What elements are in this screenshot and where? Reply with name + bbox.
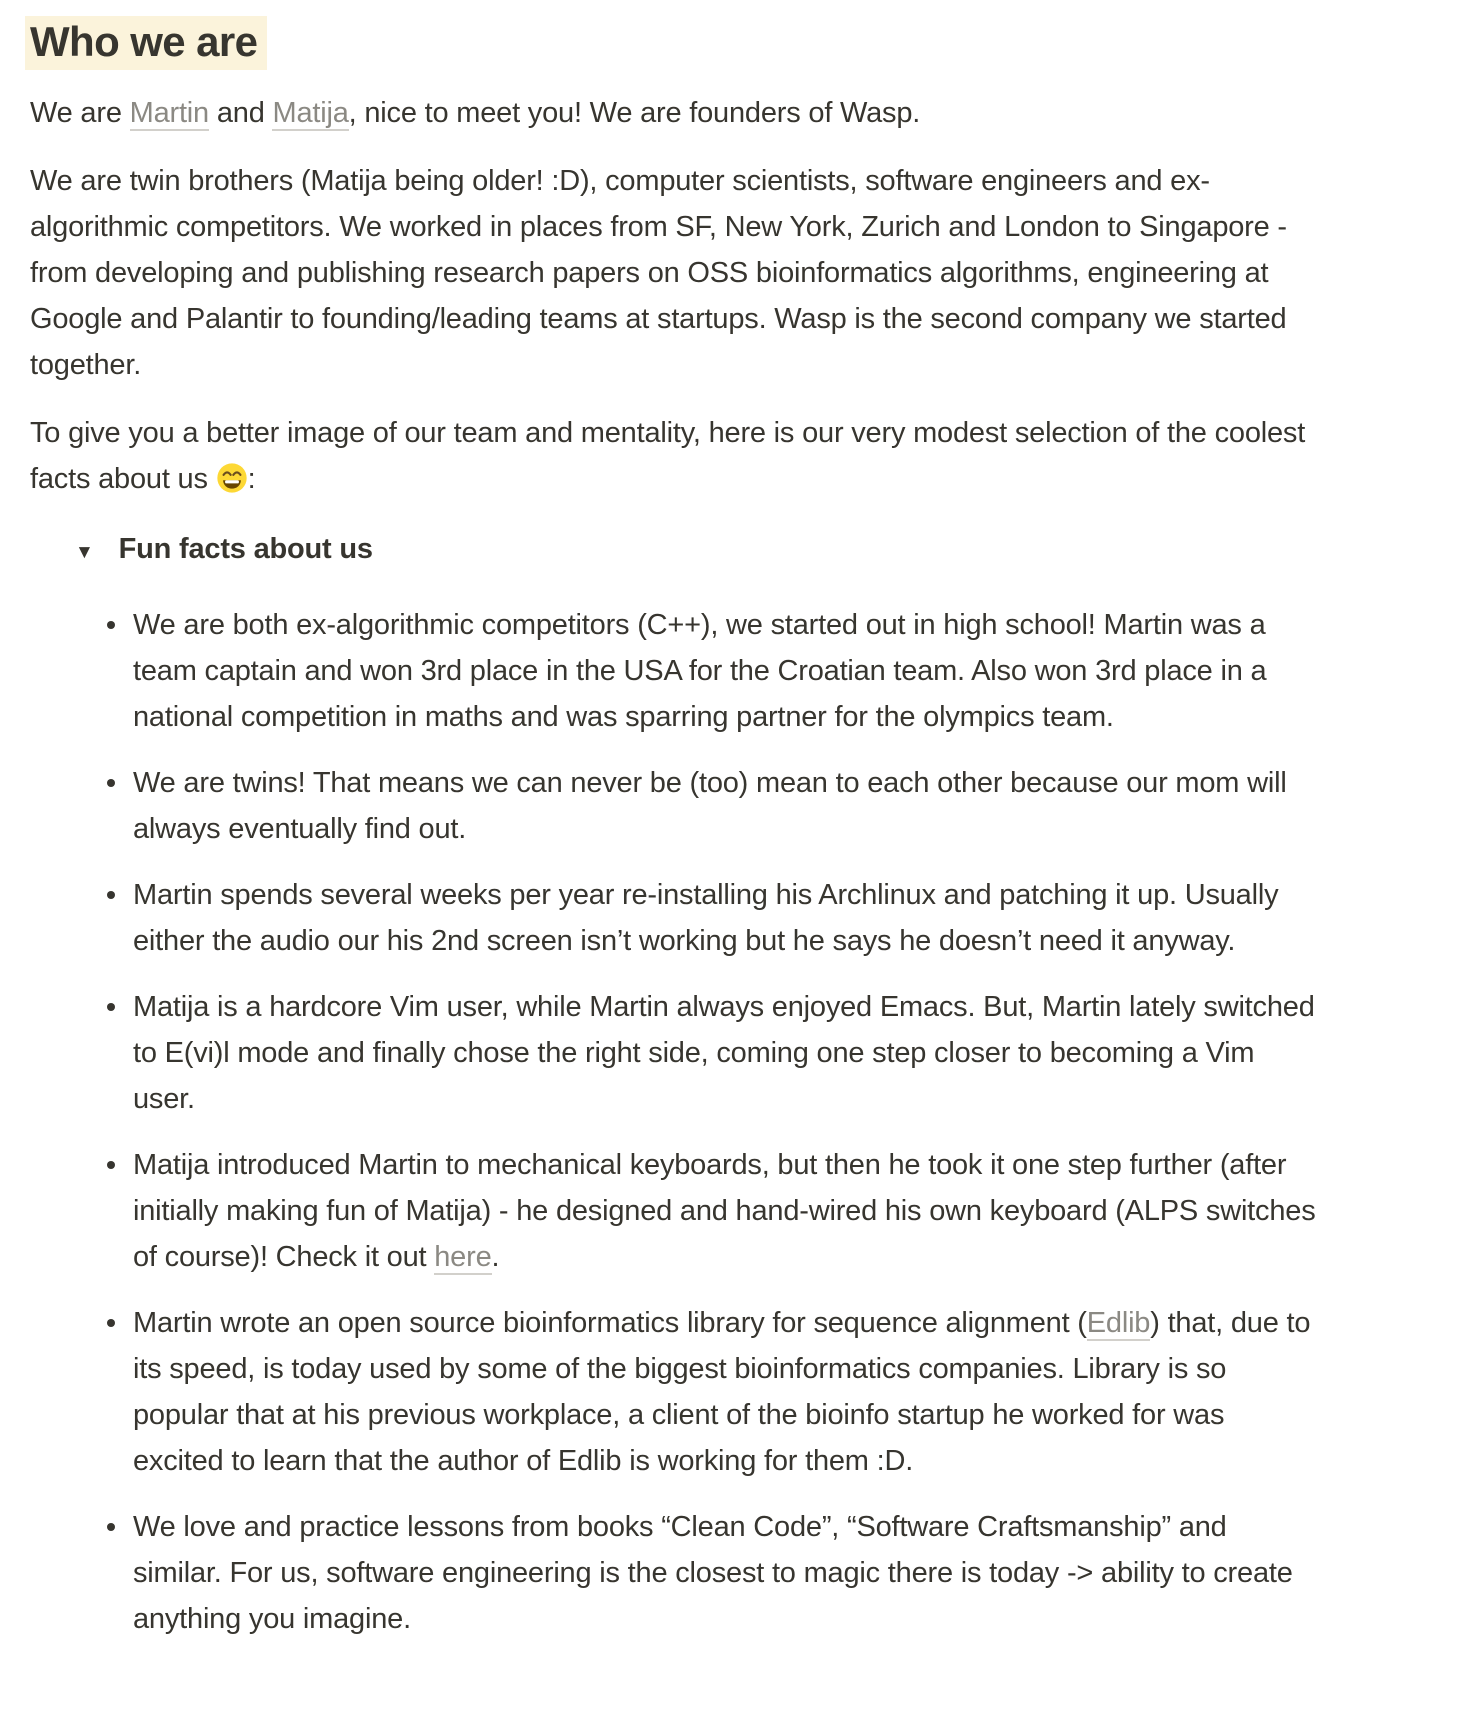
page-title: [30, 14, 1320, 70]
keyboard-here-link[interactable]: here: [434, 1241, 492, 1273]
fun-fact-item: [105, 872, 1320, 964]
facts-intro-colon: :: [247, 463, 256, 495]
fun-fact-text: We are both ex-algorithmic competitors (C++), we started out in high school! Martin was a team captain and won 3rd place in the USA for the Croatian team. Also won 3rd place in a national competition in maths and was sparring partner for the olympics team.: [133, 609, 1267, 733]
fun-fact-item: [105, 984, 1320, 1122]
fun-fact-text: Martin spends several weeks per year re-installing his Archlinux and patching it up. Usually either the audio our his 2nd screen isn’t working but he says he doesn’t need it anyway.: [133, 879, 1279, 957]
fun-fact-text-after: .: [491, 1241, 500, 1273]
fun-facts-toggle: [45, 526, 1320, 576]
fun-fact-item: [105, 1504, 1320, 1642]
fun-fact-text: Matija is a hardcore Vim user, while Martin always enjoyed Emacs. But, Martin lately switched to E(vi)l mode and finally chose the right side, coming one step closer to becoming a Vim user.: [133, 991, 1315, 1115]
fun-fact-text: [133, 1142, 1320, 1280]
martin-link[interactable]: Martin: [129, 97, 209, 129]
background-paragraph: We are twin brothers (Matija being older! :D), computer scientists, software engineers and ex-algorithmic competitors. We worked in places from SF, New York, Zurich and London to Singapore - from developing and publishing research papers on OSS bioinformatics algorithms, engineering at Google and Palantir to founding/leading teams at startups. Wasp is the second company we started together.: [30, 165, 1287, 381]
fun-fact-text-after: ) that, due to its speed, is today used by some of the biggest bioinformatics companies. Library is so popular that at his previous workplace, a client of the bioinfo startup he worked for was excited to learn that the author of Edlib is working for them :D.: [133, 1307, 1311, 1477]
bullet-icon: [105, 984, 133, 1122]
bullet-icon: [105, 602, 133, 740]
facts-intro-paragraph: [30, 410, 1320, 502]
fun-facts-list: [30, 602, 1320, 1642]
intro-text-between: and: [208, 97, 273, 129]
page-title-highlight: Who we are: [25, 16, 267, 70]
bullet-icon: [105, 760, 133, 852]
intro-text-after: , nice to meet you! We are founders of Wasp.: [348, 97, 921, 129]
bullet-icon: [105, 1300, 133, 1484]
edlib-link[interactable]: Edlib: [1086, 1307, 1151, 1339]
facts-intro-text: To give you a better image of our team and mentality, here is our very modest selection of the coolest facts about us: [30, 417, 1306, 495]
matija-link[interactable]: Matija: [272, 97, 349, 129]
fun-fact-item: [105, 1142, 1320, 1280]
fun-fact-item: [105, 602, 1320, 740]
toggle-triangle-icon[interactable]: ▼: [75, 542, 94, 563]
fun-fact-text: We love and practice lessons from books “Clean Code”, “Software Craftsmanship” and similar. For us, software engineering is the closest to magic there is today -> ability to create anything you imagine.: [133, 1511, 1293, 1635]
fun-fact-text: We are twins! That means we can never be (too) mean to each other because our mom will always eventually find out.: [133, 767, 1287, 845]
fun-fact-item: [105, 760, 1320, 852]
bullet-icon: [105, 1142, 133, 1280]
fun-fact-item: [105, 1300, 1320, 1484]
intro-paragraph: [30, 90, 1320, 136]
grinning-emoji-icon: [216, 462, 248, 494]
fun-fact-text: [133, 1300, 1320, 1484]
fun-fact-text-before: Martin wrote an open source bioinformatics library for sequence alignment (: [133, 1307, 1087, 1339]
fun-fact-text-before: Matija introduced Martin to mechanical keyboards, but then he took it one step further (after initially making fun of Matija) - he designed and hand-wired his own keyboard (ALPS switches of course)! Check it out: [133, 1149, 1316, 1273]
intro-text-before: We are: [30, 97, 130, 129]
bullet-icon: [105, 872, 133, 964]
bullet-icon: [105, 1504, 133, 1642]
fun-facts-toggle-label[interactable]: Fun facts about us: [118, 533, 373, 565]
